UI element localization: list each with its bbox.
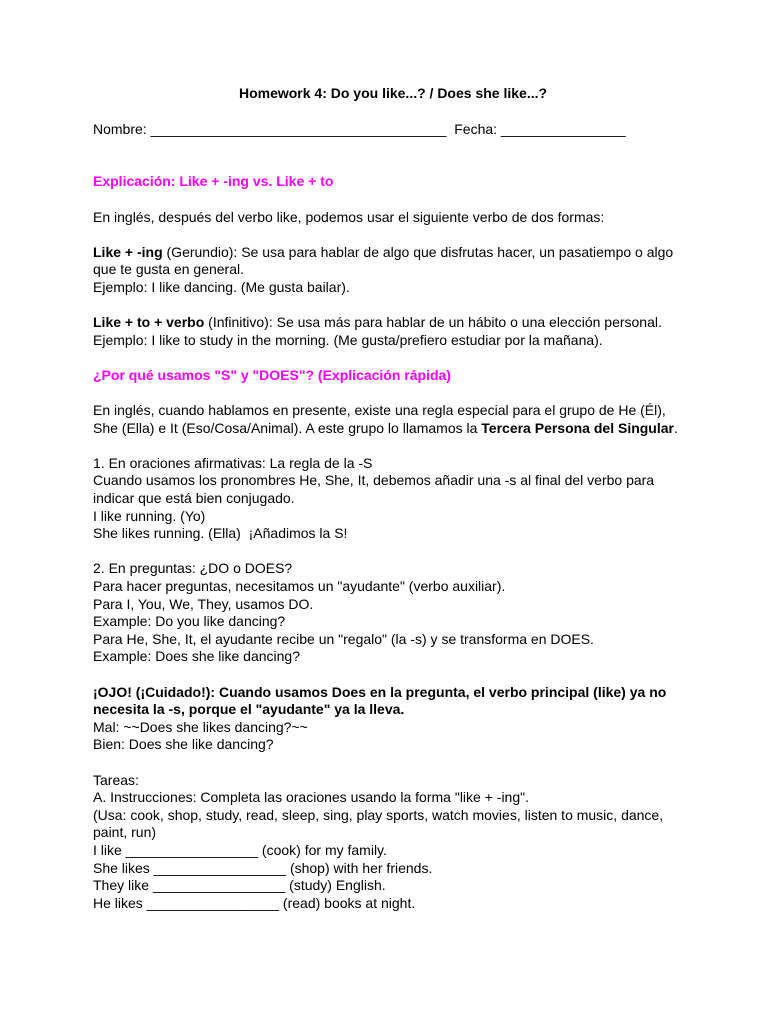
like-to-explanation — [93, 314, 693, 332]
rule1-example-1: I like running. (Yo) — [93, 507, 206, 524]
like-ing-explanation — [93, 244, 693, 279]
rule1-text: Cuando usamos los pronombres He, She, It, debemos añadir una -s al final del verbo para indicar que está bien conjugado. — [93, 472, 658, 507]
rule2-example-2: Example: Does she like dancing? — [93, 648, 301, 665]
task-item: He likes _________________ (read) books at night. — [93, 894, 416, 911]
like-ing-example: Ejemplo: I like dancing. (Me gusta bailar). — [93, 278, 350, 295]
warning-note: ¡OJO! (¡Cuidado!): Cuando usamos Does en la pregunta, el verbo principal (like) ya no necesita la -s, porque el "ayudante" ya la lleva. — [93, 683, 671, 718]
like-ing-term: Like + -ing — [93, 243, 163, 260]
section-heading-like: Explicación: Like + -ing vs. Like + to — [93, 173, 334, 190]
like-ing-text: (Gerundio): Se usa para hablar de algo que disfrutas hacer, un pasatiempo o algo que te gusta en general. — [93, 243, 678, 278]
task-item: I like _________________ (cook) for my family. — [93, 841, 387, 858]
section2-intro-end: . — [674, 419, 678, 436]
rule2-title: 2. En preguntas: ¿DO o DOES? — [93, 560, 293, 577]
task-a-word-bank: (Usa: cook, shop, study, read, sleep, sing, play sports, watch movies, listen to music, dance, paint, run) — [93, 806, 668, 841]
tasks-heading: Tareas: — [93, 771, 139, 788]
rule1-title: 1. En oraciones afirmativas: La regla de la -S — [93, 454, 373, 471]
rule2-text: Para hacer preguntas, necesitamos un "ayudante" (verbo auxiliar). — [93, 578, 506, 595]
task-item: They like _________________ (study) English. — [93, 877, 386, 894]
page-title: Homework 4: Do you like...? / Does she like...? — [238, 85, 548, 101]
document-page — [93, 85, 693, 912]
section2-intro — [93, 402, 693, 437]
section1-intro: En inglés, después del verbo like, podemos usar el siguiente verbo de dos formas: — [93, 208, 605, 225]
task-a-instruction: A. Instrucciones: Completa las oraciones usando la forma "like + -ing". — [93, 789, 529, 806]
rule2-line-1: Para I, You, We, They, usamos DO. — [93, 595, 314, 612]
rule1-example-2: She likes running. (Ella) ¡Añadimos la S! — [93, 525, 348, 542]
task-item: She likes _________________ (shop) with her friends. — [93, 859, 433, 876]
like-to-example: Ejemplo: I like to study in the morning. (Me gusta/prefiero estudiar por la mañana). — [93, 331, 603, 348]
wrong-example: Mal: ~~Does she likes dancing?~~ — [93, 718, 308, 735]
section2-intro-text: En inglés, cuando hablamos en presente, existe una regla especial para el grupo de He (Él), She (Ella) e It (Eso/Cosa/Animal). A este grupo lo llamamos la — [93, 402, 670, 436]
name-date-line: Nombre: ______________________________________ Fecha: ________________ — [93, 120, 626, 137]
rule2-line-2: Para He, She, It, el ayudante recibe un "regalo" (la -s) y se transforma en DOES. — [93, 630, 594, 647]
like-to-text: (Infinitivo): Se usa más para hablar de un hábito o una elección personal. — [204, 314, 662, 331]
rule2-example-1: Example: Do you like dancing? — [93, 613, 286, 630]
like-to-term: Like + to + verbo — [93, 314, 205, 331]
third-person-term: Tercera Persona del Singular — [481, 419, 674, 436]
section-heading-s-does: ¿Por qué usamos "S" y "DOES"? (Explicación rápida) — [93, 366, 451, 383]
right-example: Bien: Does she like dancing? — [93, 736, 274, 753]
